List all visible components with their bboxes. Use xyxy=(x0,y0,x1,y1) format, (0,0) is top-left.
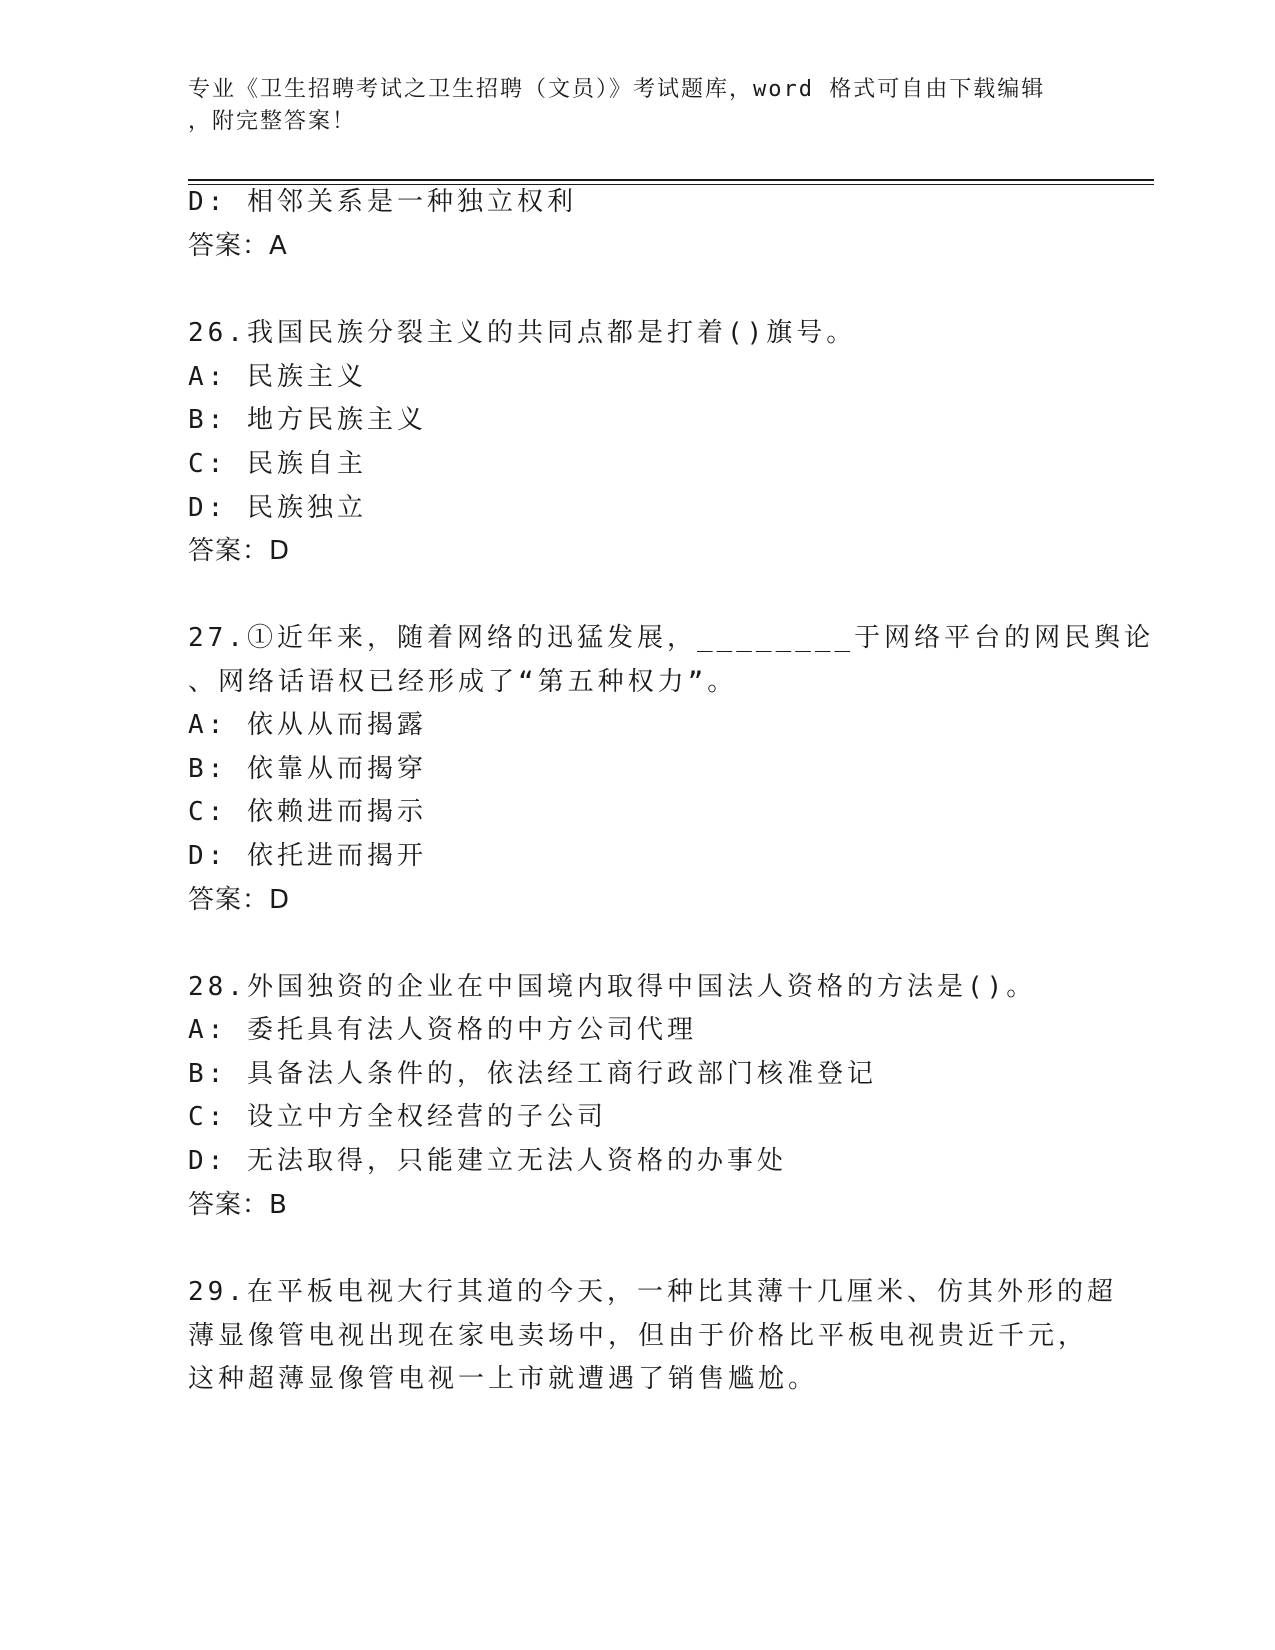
option-c: C: 民族自主 xyxy=(188,449,367,479)
question-stem: 27.①近年来，随着网络的迅猛发展，________于网络平台的网民舆论 xyxy=(188,623,1155,653)
question-stem-cont: 薄显像管电视出现在家电卖场中，但由于价格比平板电视贵近千元， xyxy=(188,1321,1089,1351)
question-stem-cont: 、网络话语权已经形成了“第五种权力”。 xyxy=(188,667,738,697)
option-a: A: 依从从而揭露 xyxy=(188,710,427,740)
answer: 答案：A xyxy=(188,231,288,261)
option-d: D: 相邻关系是一种独立权利 xyxy=(188,187,577,217)
question-stem: 29.在平板电视大行其道的今天，一种比其薄十几厘米、仿其外形的超 xyxy=(188,1277,1117,1307)
option-c: C: 设立中方全权经营的子公司 xyxy=(188,1102,607,1132)
document-header xyxy=(188,74,1088,138)
question-stem-cont: 这种超薄显像管电视一上市就遭遇了销售尴尬。 xyxy=(188,1364,819,1394)
option-b: B: 地方民族主义 xyxy=(188,405,427,435)
option-d: D: 无法取得，只能建立无法人资格的办事处 xyxy=(188,1146,787,1176)
header-divider xyxy=(188,179,1154,181)
option-a: A: 民族主义 xyxy=(188,362,367,392)
answer: 答案：B xyxy=(188,1190,288,1220)
answer: 答案：D xyxy=(188,536,291,566)
header-line-1: 专业《卫生招聘考试之卫生招聘（文员）》考试题库，word 格式可自由下载编辑 xyxy=(188,77,1046,102)
answer: 答案：D xyxy=(188,885,291,915)
option-d: D: 依托进而揭开 xyxy=(188,841,427,871)
option-c: C: 依赖进而揭示 xyxy=(188,797,427,827)
question-stem: 28.外国独资的企业在中国境内取得中国法人资格的方法是()。 xyxy=(188,972,1037,1002)
option-b: B: 具备法人条件的，依法经工商行政部门核准登记 xyxy=(188,1059,877,1089)
option-b: B: 依靠从而揭穿 xyxy=(188,754,427,784)
question-stem: 26.我国民族分裂主义的共同点都是打着()旗号。 xyxy=(188,318,857,348)
option-d: D: 民族独立 xyxy=(188,493,367,523)
option-a: A: 委托具有法人资格的中方公司代理 xyxy=(188,1015,697,1045)
header-line-2: ，附完整答案！ xyxy=(188,109,357,134)
